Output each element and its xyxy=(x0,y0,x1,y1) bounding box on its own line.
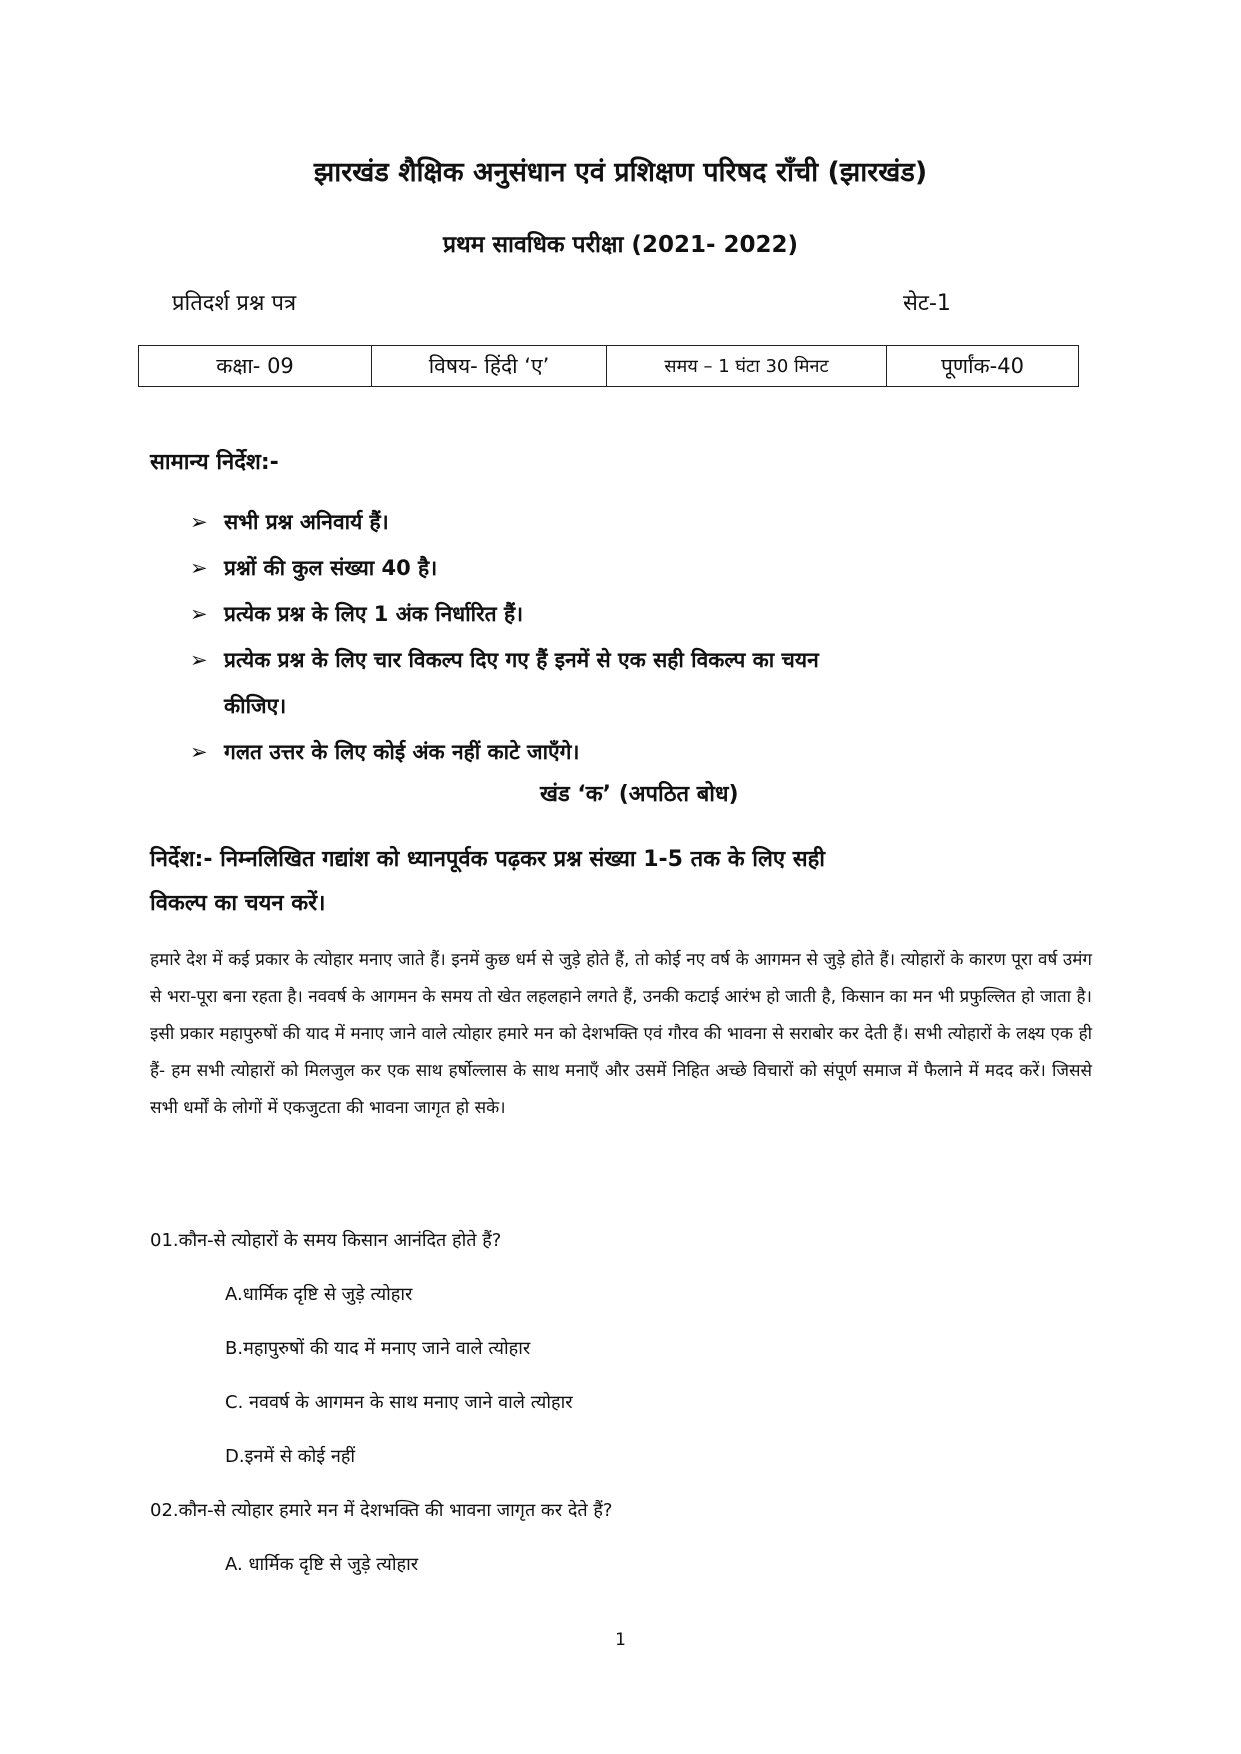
time-cell: समय – 1 घंटा 30 मिनट xyxy=(607,346,887,387)
class-cell: कक्षा- 09 xyxy=(139,346,372,387)
subject-cell: विषय- हिंदी ‘ए’ xyxy=(372,346,607,387)
instruction-item: ➢ गलत उत्तर के लिए कोई अंक नहीं काटे जाएँगे। xyxy=(190,740,580,764)
arrow-bullet-icon: ➢ xyxy=(190,556,208,580)
question-1: 01.कौन-से त्योहारों के समय किसान आनंदित होते हैं? xyxy=(150,1230,502,1251)
instruction-item: ➢ सभी प्रश्न अनिवार्य हैं। xyxy=(190,510,389,534)
question-1-option-a: A.धार्मिक दृष्टि से जुड़े त्योहार xyxy=(225,1284,413,1305)
section-direction: निर्देश:- निम्नलिखित गद्यांश को ध्यानपूर्वक पढ़कर प्रश्न संख्या 1-5 तक के लिए सही विकल्प का चयन करें। xyxy=(150,847,825,916)
paper-type-label: प्रतिदर्श प्रश्न पत्र xyxy=(172,291,297,316)
page-number: 1 xyxy=(615,1630,626,1650)
instruction-item: ➢ प्रत्येक प्रश्न के लिए चार विकल्प दिए गए हैं इनमें से एक सही विकल्प का चयन xyxy=(190,648,819,672)
instruction-item: ➢ प्रश्नों की कुल संख्या 40 है। xyxy=(190,556,438,580)
question-2: 02.कौन-से त्योहार हमारे मन में देशभक्ति की भावना जागृत कर देते हैं? xyxy=(150,1500,613,1521)
set-label: सेट-1 xyxy=(903,291,951,316)
question-1-option-c: C. नववर्ष के आगमन के साथ मनाए जाने वाले त्योहार xyxy=(225,1392,573,1413)
unseen-passage: हमारे देश में कई प्रकार के त्योहार मनाए जाते हैं। इनमें कुछ धर्म से जुड़े होते हैं, तो कोई नए वर्ष के आगमन से जुड़े होते हैं। त्योहारों के कारण पूरा वर्ष उमंग से भरा-पूरा बना रहता है। नववर्ष के आगमन के समय तो खेत लहलहाने लगते हैं, उनकी कटाई आरंभ हो जाती है, किसान का मन भी प्रफुल्लित हो जाता है। इसी प्रकार महापुरुषों की याद में मनाए जाने वाले त्योहार हमारे मन को देशभक्ति एवं गौरव की भावना से सराबोर कर देती हैं। सभी त्योहारों के लक्ष्य एक ही हैं- हम सभी त्योहारों को मिलजुल कर एक साथ हर्षोल्लास के साथ मनाएँ और उसमें निहित अच्छे विचारों को संपूर्ण समाज में फैलाने में मदद करें। जिससे सभी धर्मों के लोगों में एकजुटता की भावना जागृत हो सके। xyxy=(150,950,1092,1118)
max-marks-cell: पूर्णांक-40 xyxy=(887,346,1079,387)
instruction-item-continuation: कीजिए। xyxy=(224,694,287,718)
general-instructions-heading: सामान्य निर्देश:- xyxy=(150,450,279,475)
arrow-bullet-icon: ➢ xyxy=(190,510,208,534)
instruction-item: ➢ प्रत्येक प्रश्न के लिए 1 अंक निर्धारित हैं। xyxy=(190,602,524,626)
arrow-bullet-icon: ➢ xyxy=(190,648,208,672)
question-1-option-d: D.इनमें से कोई नहीं xyxy=(225,1446,356,1467)
exam-subtitle: प्रथम सावधिक परीक्षा (2021- 2022) xyxy=(442,232,799,258)
question-2-option-a: A. धार्मिक दृष्टि से जुड़े त्योहार xyxy=(225,1554,419,1575)
question-1-option-b: B.महापुरुषों की याद में मनाए जाने वाले त्योहार xyxy=(225,1338,531,1359)
arrow-bullet-icon: ➢ xyxy=(190,740,208,764)
exam-info-row xyxy=(139,346,1079,387)
arrow-bullet-icon: ➢ xyxy=(190,602,208,626)
board-title: झारखंड शैक्षिक अनुसंधान एवं प्रशिक्षण परिषद राँची (झारखंड) xyxy=(313,157,928,188)
exam-info-table xyxy=(138,345,1079,387)
section-heading: खंड ‘क’ (अपठित बोध) xyxy=(540,782,739,807)
